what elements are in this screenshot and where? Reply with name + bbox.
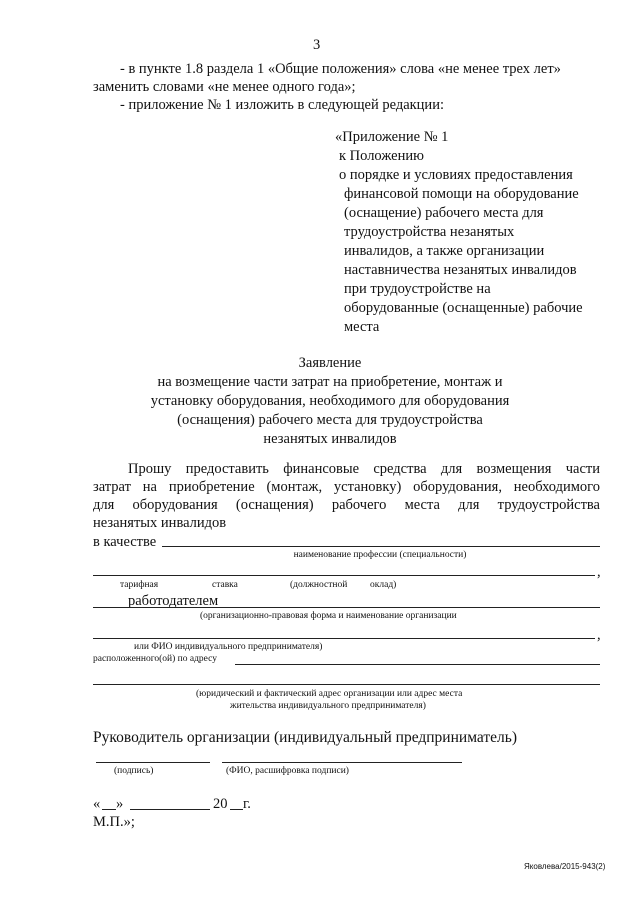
year-prefix: 20 [213,796,228,812]
body-line-2: затрат на приобретение (монтаж, установку) оборудования, необходимого [93,479,600,495]
intro-line-3: - приложение № 1 изложить в следующей редакции: [120,97,444,113]
body-line-3: для оборудования (оснащения) рабочего места для трудоустройства [93,497,600,513]
profession-caption: наименование профессии (специальности) [293,550,467,560]
appendix-line-2: к Положению [339,148,424,164]
appendix-line-5: (оснащение) рабочего места для [344,205,544,221]
intro-line-2: заменить словами «не менее одного года»; [93,79,356,95]
tariff-label: тарифная [120,580,159,590]
appendix-line-6: трудоустройства незанятых [344,224,515,240]
appendix-line-7: инвалидов, а также организации [344,243,545,259]
comma-2: , [597,627,601,643]
body-line-4: незанятых инвалидов [93,515,227,531]
appendix-line-8: наставничества незанятых инвалидов [344,262,577,278]
stamp-label: М.П.»; [93,814,135,830]
address-caption-2: жительства индивидуального предпринимателя) [230,701,426,711]
salary-label: оклад) [370,580,397,590]
intro-line-1: - в пункте 1.8 раздела 1 «Общие положения» слова «не менее трех лет» [120,61,561,77]
signature-caption: (подпись) [114,766,154,776]
employer-line[interactable] [93,607,600,608]
fio-caption: (ФИО, расшифровка подписи) [226,766,349,776]
address-label: расположенного(ой) по адресу [93,654,217,664]
title-line-4: (оснащения) рабочего места для трудоустройства [177,412,483,428]
comma-1: , [597,564,601,580]
date-quote-close: » [116,796,124,812]
title-line-5: незанятых инвалидов [263,431,397,447]
footer-code: Яковлева/2015-943(2) [524,862,606,871]
appendix-line-3: о порядке и условиях предоставления [339,167,573,183]
year-line[interactable] [230,809,243,810]
title-line-2: на возмещение части затрат на приобретение, монтаж и [157,374,503,390]
year-suffix: г. [243,796,251,812]
as-label: в качестве [93,534,157,550]
rate-label: ставка [212,580,238,590]
appendix-line-9: при трудоустройстве на [344,281,491,297]
date-day-line[interactable] [102,809,116,810]
profession-line[interactable] [162,546,600,547]
org-line-2[interactable] [93,638,595,639]
title-line-1: Заявление [298,355,362,371]
date-month-line[interactable] [130,809,210,810]
profession-line-2[interactable] [93,575,595,576]
org-caption: (организационно-правовая форма и наименование организации [200,611,457,621]
address-line-2[interactable] [93,684,600,685]
title-line-3: установку оборудования, необходимого для оборудования [150,393,510,409]
appendix-line-11: места [344,319,380,335]
address-caption-1: (юридический и фактический адрес организации или адрес места [196,689,463,699]
employer-value: работодателем [128,593,219,609]
position-label: (должностной [290,580,348,590]
date-quote-open: « [93,796,101,812]
signature-line[interactable] [96,762,210,763]
ip-caption: или ФИО индивидуального предпринимателя) [134,642,323,652]
appendix-line-1: «Приложение № 1 [335,129,449,145]
appendix-line-4: финансовой помощи на оборудование [344,186,579,202]
page-number: 3 [313,37,321,53]
appendix-line-10: оборудованные (оснащенные) рабочие [344,300,583,316]
address-line-1[interactable] [235,664,600,665]
head-label: Руководитель организации (индивидуальный предприниматель) [93,729,517,746]
fio-line[interactable] [222,762,462,763]
body-line-1: Прошу предоставить финансовые средства для возмещения части [128,461,600,477]
